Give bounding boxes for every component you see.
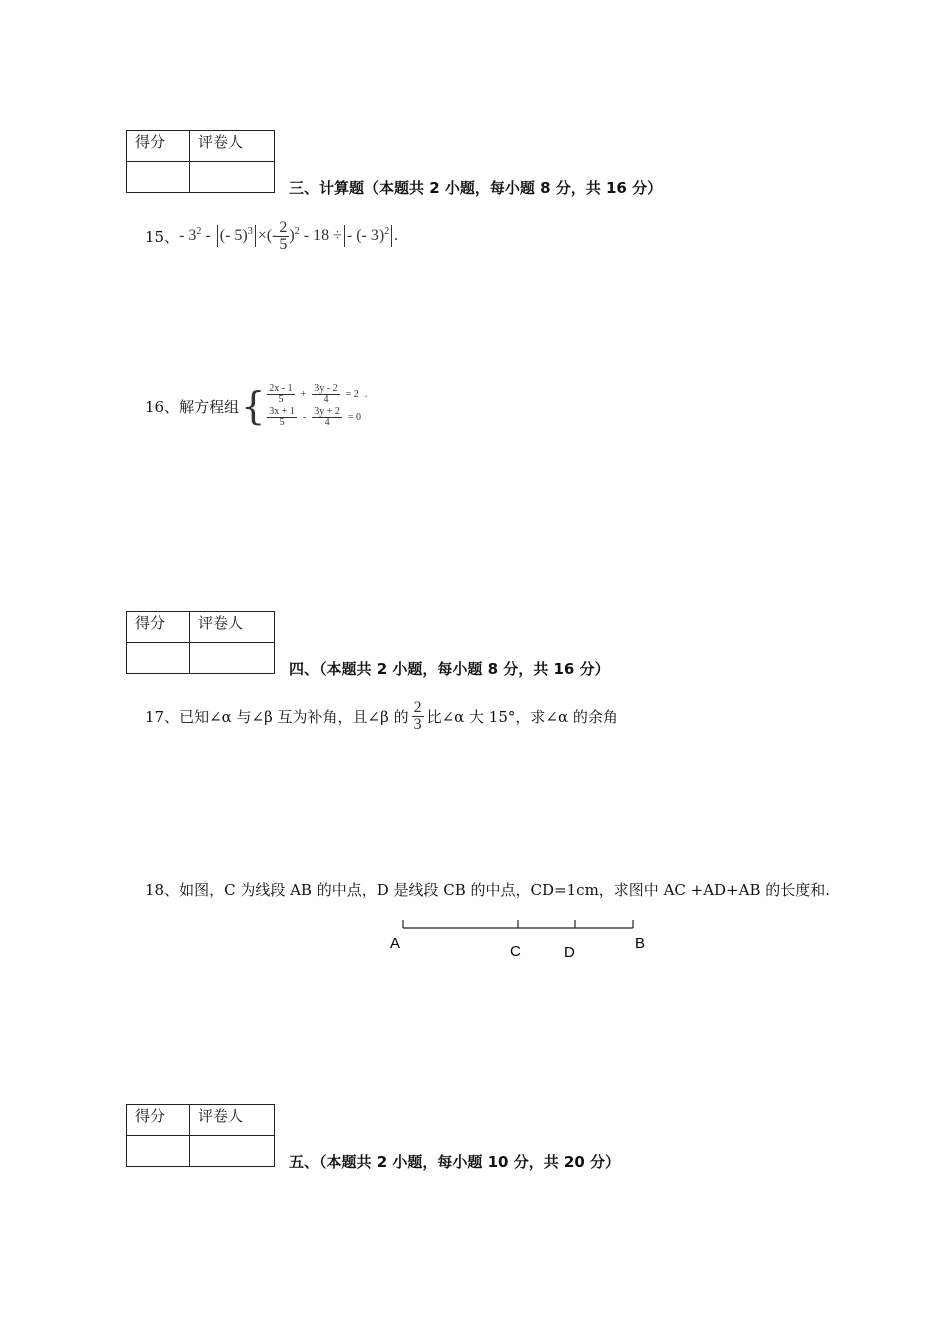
score-cell <box>127 643 190 674</box>
q17-fraction: $\frac{2}{3}$ <box>413 698 422 733</box>
q17-text-pre: 17、已知∠α 与∠β 互为补角，且∠β 的 <box>145 707 409 726</box>
point-label-c: C <box>510 943 521 960</box>
score-box-3 <box>126 1104 275 1167</box>
question-18: 18、如图，C 为线段 AB 的中点，D 是线段 CB 的中点，CD=1cm，求图中 AC +AD+AB 的长度和. <box>145 881 831 899</box>
score-label: 得分 <box>127 131 190 162</box>
reviewer-cell <box>190 162 275 193</box>
brace-icon: { <box>241 384 266 428</box>
point-label-b: B <box>635 935 646 952</box>
question-17 <box>145 694 618 738</box>
q16-system: $\frac{2x - 1}{5}$ + $\frac{3y - 2}{4}$ = 2 . $\frac{3x + 1}{5}$ - $\frac{3y + 2}{4}$ = 0 <box>269 383 368 428</box>
section-3-title: 三、计算题（本题共 2 小题，每小题 8 分，共 16 分） <box>289 179 663 197</box>
question-16 <box>145 384 367 428</box>
score-cell <box>127 1136 190 1167</box>
segment-diagram <box>380 910 670 970</box>
q17-text-post: 比∠α 大 15°，求∠α 的余角 <box>426 707 618 726</box>
q15-expression: - $3^2$ - (- 5)$^3$ ×(- $\frac{2}{5}$ )$^2$ - 18 ÷ - (- 3)$^2$ . <box>179 218 399 253</box>
reviewer-label: 评卷人 <box>190 1105 275 1136</box>
score-box-2 <box>126 611 275 674</box>
score-box-1 <box>126 130 275 193</box>
q15-number: 15、 <box>145 227 180 246</box>
section-5-title: 五、（本题共 2 小题，每小题 10 分，共 20 分） <box>289 1153 621 1171</box>
reviewer-cell <box>190 643 275 674</box>
score-cell <box>127 162 190 193</box>
q16-text: 16、解方程组 <box>145 397 240 416</box>
score-label: 得分 <box>127 1105 190 1136</box>
point-label-d: D <box>564 944 575 961</box>
reviewer-label: 评卷人 <box>190 131 275 162</box>
reviewer-label: 评卷人 <box>190 612 275 643</box>
score-label: 得分 <box>127 612 190 643</box>
reviewer-cell <box>190 1136 275 1167</box>
section-4-title: 四、（本题共 2 小题，每小题 8 分，共 16 分） <box>289 660 610 678</box>
point-label-a: A <box>390 935 401 952</box>
question-15 <box>145 214 398 258</box>
